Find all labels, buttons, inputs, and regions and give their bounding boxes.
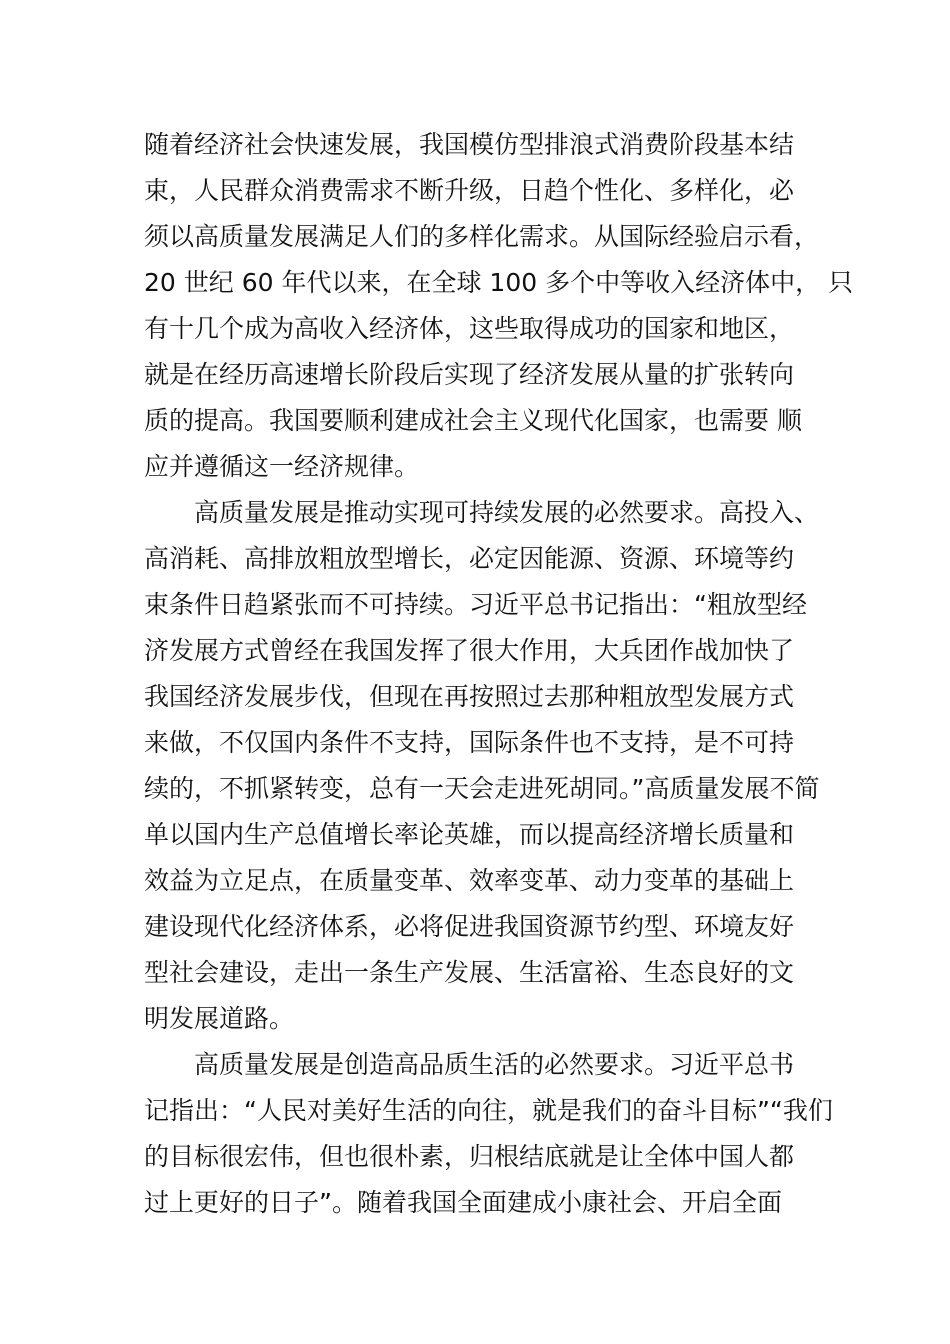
text-line: 建设现代化经济体系，必将促进我国资源节约型、环境友好 [144,912,795,941]
text-line: 型社会建设，走出一条生产发展、生活富裕、生态良好的文 [144,958,795,987]
paragraph-first-line: 高质量发展是创造高品质生活的必然要求。习近平总书 [194,1050,795,1079]
text-line: 的目标很宏伟，但也很朴素，归根结底就是让全体中国人都 [144,1142,795,1171]
text-line: 束，人民群众消费需求不断升级，日趋个性化、多样化，必 [144,176,795,205]
text-line: 我国经济发展步伐，但现在再按照过去那种粗放型发展方式 [144,682,795,711]
text-line: 效益为立足点，在质量变革、效率变革、动力变革的基础上 [144,866,795,895]
body-text [144,122,854,1226]
text-line: 束条件日趋紧张而不可持续。习近平总书记指出：“粗放型经 [144,590,807,619]
text-line: 续的，不抓紧转变，总有一天会走进死胡同。”高质量发展不简 [144,774,820,803]
text-line: 明发展道路。 [144,1004,295,1033]
text-line: 记指出：“人民对美好生活的向往，就是我们的奋斗目标”“我们 [144,1096,833,1125]
text-line: 应并遵循这一经济规律。 [144,452,420,481]
text-line: 20 世纪 60 年代以来，在全球 100 多个中等收入经济体中， 只 [144,268,854,297]
text-line: 高消耗、高排放粗放型增长，必定因能源、资源、环境等约 [144,544,795,573]
text-line: 单以国内生产总值增长率论英雄，而以提高经济增长质量和 [144,820,795,849]
text-line: 济发展方式曾经在我国发挥了很大作用，大兵团作战加快了 [144,636,795,665]
text-line: 随着经济社会快速发展，我国模仿型排浪式消费阶段基本结 [144,130,795,159]
text-line: 须以高质量发展满足人们的多样化需求。从国际经验启示看， [144,222,820,251]
text-line: 质的提高。我国要顺利建成社会主义现代化国家，也需要 顺 [144,406,802,435]
paragraph-first-line: 高质量发展是推动实现可持续发展的必然要求。高投入、 [194,498,820,527]
text-line: 就是在经历高速增长阶段后实现了经济发展从量的扩张转向 [144,360,795,389]
text-line: 来做，不仅国内条件不支持，国际条件也不支持，是不可持 [144,728,795,757]
text-line: 有十几个成为高收入经济体，这些取得成功的国家和地区， [144,314,795,343]
text-line: 过上更好的日子”。随着我国全面建成小康社会、开启全面 [144,1188,782,1217]
